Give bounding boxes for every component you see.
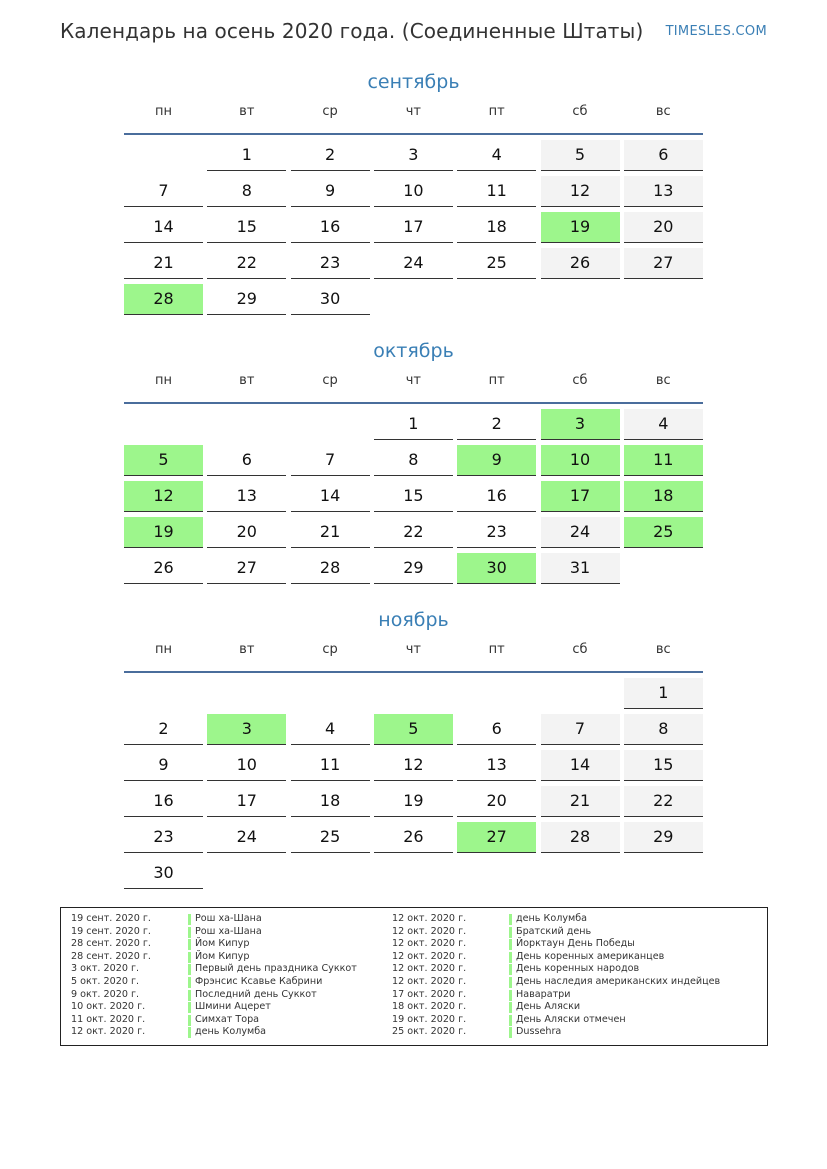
holiday-name: Наваратри <box>516 988 571 1000</box>
day-cell[interactable]: 20 <box>457 786 536 817</box>
day-cell[interactable]: 9 <box>124 750 203 781</box>
weekday-label: вс <box>655 642 671 657</box>
holiday-name: Фрэнсис Ксавье Кабрини <box>195 975 323 987</box>
day-cell[interactable]: 21 <box>291 517 370 548</box>
holiday-date: 18 окт. 2020 г. <box>392 1001 467 1013</box>
day-cell[interactable]: 16 <box>124 786 203 817</box>
day-cell[interactable]: 22 <box>207 248 286 279</box>
day-cell[interactable]: 26 <box>374 822 453 853</box>
month-name: сентябрь <box>367 71 460 93</box>
weekday-label: сб <box>572 104 588 119</box>
holiday-marker <box>188 1027 191 1038</box>
holiday-name: День Аляски отмечен <box>516 1013 626 1025</box>
day-cell[interactable]: 27 <box>457 822 536 853</box>
day-cell[interactable]: 9 <box>457 445 536 476</box>
holiday-date: 12 окт. 2020 г. <box>392 925 467 937</box>
day-cell[interactable]: 3 <box>207 714 286 745</box>
weekday-label: пн <box>155 642 172 657</box>
holiday-date: 12 окт. 2020 г. <box>392 950 467 962</box>
holiday-name: Йом Кипур <box>195 950 250 962</box>
day-cell[interactable]: 21 <box>124 248 203 279</box>
holiday-list <box>60 907 768 1046</box>
day-cell[interactable]: 16 <box>457 481 536 512</box>
holiday-marker <box>509 1027 512 1038</box>
weekday-label: пт <box>488 373 505 388</box>
holiday-date: 12 окт. 2020 г. <box>392 963 467 975</box>
holiday-marker <box>509 1015 512 1026</box>
weekday-label: чт <box>405 642 422 657</box>
weekday-label: сб <box>572 642 588 657</box>
holiday-date: 12 окт. 2020 г. <box>71 1026 146 1038</box>
day-cell[interactable]: 10 <box>541 445 620 476</box>
day-cell[interactable]: 14 <box>291 481 370 512</box>
holiday-name: Рош ха-Шана <box>195 925 262 937</box>
day-cell[interactable]: 8 <box>374 445 453 476</box>
weekday-label: ср <box>322 642 338 657</box>
month-name: октябрь <box>373 340 454 362</box>
holiday-marker <box>188 927 191 938</box>
day-cell[interactable]: 3 <box>541 409 620 440</box>
holiday-date: 19 окт. 2020 г. <box>392 1013 467 1025</box>
weekday-header <box>124 366 703 404</box>
day-cell[interactable]: 29 <box>374 553 453 584</box>
weekday-label: чт <box>405 104 422 119</box>
holiday-marker <box>509 927 512 938</box>
day-cell[interactable]: 4 <box>457 140 536 171</box>
day-cell[interactable]: 7 <box>541 714 620 745</box>
day-cell[interactable]: 14 <box>541 750 620 781</box>
weekday-label: вт <box>239 104 255 119</box>
day-cell[interactable]: 11 <box>457 176 536 207</box>
day-cell[interactable]: 2 <box>124 714 203 745</box>
holiday-marker <box>509 952 512 963</box>
day-cell[interactable]: 23 <box>124 822 203 853</box>
day-cell[interactable]: 29 <box>624 822 703 853</box>
day-cell[interactable]: 13 <box>457 750 536 781</box>
holiday-name: День Аляски <box>516 1001 581 1013</box>
holiday-name: День коренных американцев <box>516 950 665 962</box>
weekday-label: пт <box>488 104 505 119</box>
day-cell[interactable]: 25 <box>624 517 703 548</box>
weekday-label: пн <box>155 373 172 388</box>
day-cell[interactable]: 1 <box>624 678 703 709</box>
holiday-date: 10 окт. 2020 г. <box>71 1001 146 1013</box>
holiday-name: Рош ха-Шана <box>195 913 262 924</box>
day-cell[interactable]: 1 <box>374 409 453 440</box>
day-cell[interactable]: 24 <box>374 248 453 279</box>
holiday-name: Симхат Тора <box>195 1013 260 1025</box>
holiday-date: 17 окт. 2020 г. <box>392 988 467 1000</box>
day-cell[interactable]: 4 <box>291 714 370 745</box>
day-cell[interactable]: 2 <box>291 140 370 171</box>
day-cell[interactable]: 18 <box>624 481 703 512</box>
day-cell[interactable]: 7 <box>291 445 370 476</box>
day-cell[interactable]: 29 <box>207 284 286 315</box>
day-cell[interactable]: 6 <box>207 445 286 476</box>
day-cell[interactable]: 25 <box>291 822 370 853</box>
day-cell[interactable]: 30 <box>124 858 203 889</box>
day-cell[interactable]: 28 <box>541 822 620 853</box>
month-block <box>124 336 703 577</box>
day-cell[interactable]: 25 <box>457 248 536 279</box>
day-cell[interactable]: 27 <box>207 553 286 584</box>
holiday-date: 12 окт. 2020 г. <box>392 938 467 950</box>
day-cell[interactable]: 23 <box>291 248 370 279</box>
day-cell[interactable]: 4 <box>624 409 703 440</box>
day-cell[interactable]: 14 <box>124 212 203 243</box>
holiday-marker <box>188 990 191 1001</box>
day-cell[interactable]: 6 <box>457 714 536 745</box>
day-cell[interactable]: 31 <box>541 553 620 584</box>
weekday-label: ср <box>322 104 338 119</box>
weekday-label: пт <box>488 642 505 657</box>
day-cell[interactable]: 10 <box>374 176 453 207</box>
weekday-label: вт <box>239 373 255 388</box>
holiday-name: Йорктаун День Победы <box>516 938 635 950</box>
day-cell[interactable]: 28 <box>124 284 203 315</box>
weekday-label: чт <box>405 373 422 388</box>
day-cell[interactable]: 19 <box>374 786 453 817</box>
day-cell[interactable]: 20 <box>624 212 703 243</box>
holiday-date: 19 сент. 2020 г. <box>71 913 151 924</box>
day-cell[interactable]: 7 <box>124 176 203 207</box>
weekday-label: пн <box>155 104 172 119</box>
day-cell[interactable]: 24 <box>207 822 286 853</box>
day-cell[interactable]: 2 <box>457 409 536 440</box>
weekday-label: вс <box>655 373 671 388</box>
day-cell[interactable]: 20 <box>207 517 286 548</box>
weekday-label: сб <box>572 373 588 388</box>
holiday-marker <box>188 964 191 975</box>
day-cell[interactable]: 30 <box>291 284 370 315</box>
day-cell[interactable]: 21 <box>541 786 620 817</box>
day-cell[interactable]: 13 <box>624 176 703 207</box>
holiday-date: 11 окт. 2020 г. <box>71 1013 146 1025</box>
holiday-marker <box>188 1002 191 1013</box>
holiday-name: Последний день Суккот <box>195 988 317 1000</box>
day-cell[interactable]: 18 <box>291 786 370 817</box>
day-cell[interactable]: 6 <box>624 140 703 171</box>
site-link[interactable]: TIMESLES.COM <box>665 24 767 39</box>
day-cell[interactable]: 15 <box>624 750 703 781</box>
holiday-marker <box>509 939 512 950</box>
day-cell[interactable]: 8 <box>624 714 703 745</box>
day-cell[interactable]: 17 <box>541 481 620 512</box>
holiday-date: 5 окт. 2020 г. <box>71 975 140 987</box>
holiday-name: Dussehra <box>516 1026 562 1038</box>
holiday-name: Йом Кипур <box>195 938 250 950</box>
holiday-marker <box>509 964 512 975</box>
holiday-name: День коренных народов <box>516 963 640 975</box>
holiday-date: 12 окт. 2020 г. <box>392 913 467 924</box>
day-cell[interactable]: 17 <box>374 212 453 243</box>
page-title: Календарь на осень 2020 года. (Соединенные Штаты) <box>60 19 644 43</box>
weekday-label: вс <box>655 104 671 119</box>
day-cell[interactable]: 5 <box>124 445 203 476</box>
weekday-header <box>124 635 703 673</box>
month-block <box>124 67 703 308</box>
day-cell[interactable]: 27 <box>624 248 703 279</box>
day-cell[interactable]: 15 <box>374 481 453 512</box>
day-cell[interactable]: 30 <box>457 553 536 584</box>
day-cell[interactable]: 10 <box>207 750 286 781</box>
day-cell[interactable]: 3 <box>374 140 453 171</box>
day-cell[interactable]: 5 <box>374 714 453 745</box>
day-cell[interactable]: 18 <box>457 212 536 243</box>
day-cell[interactable]: 23 <box>457 517 536 548</box>
holiday-date: 19 сент. 2020 г. <box>71 925 151 937</box>
holiday-name: день Колумба <box>195 1026 267 1038</box>
day-cell[interactable]: 26 <box>541 248 620 279</box>
month-block <box>124 605 703 882</box>
holiday-marker <box>188 977 191 988</box>
day-cell[interactable]: 12 <box>124 481 203 512</box>
day-cell[interactable]: 13 <box>207 481 286 512</box>
holiday-marker <box>188 914 191 925</box>
day-cell[interactable]: 26 <box>124 553 203 584</box>
day-cell[interactable]: 1 <box>207 140 286 171</box>
day-cell[interactable]: 17 <box>207 786 286 817</box>
day-cell[interactable]: 12 <box>374 750 453 781</box>
holiday-date: 28 сент. 2020 г. <box>71 950 151 962</box>
weekday-label: ср <box>322 373 338 388</box>
day-cell[interactable]: 8 <box>207 176 286 207</box>
holiday-date: 9 окт. 2020 г. <box>71 988 140 1000</box>
holiday-date: 3 окт. 2020 г. <box>71 963 140 975</box>
holiday-marker <box>509 914 512 925</box>
holiday-name: день Колумба <box>516 913 588 924</box>
holiday-name: Братский день <box>516 925 592 937</box>
day-cell[interactable]: 24 <box>541 517 620 548</box>
day-cell[interactable]: 22 <box>624 786 703 817</box>
day-cell[interactable]: 28 <box>291 553 370 584</box>
holiday-marker <box>188 939 191 950</box>
day-cell[interactable]: 11 <box>291 750 370 781</box>
day-cell[interactable]: 15 <box>207 212 286 243</box>
day-cell[interactable]: 11 <box>624 445 703 476</box>
holiday-marker <box>509 990 512 1001</box>
holiday-name: День наследия американских индейцев <box>516 975 721 987</box>
holiday-name: Шмини Ацерет <box>195 1001 271 1013</box>
holiday-name: Первый день праздника Суккот <box>195 963 357 975</box>
weekday-header <box>124 97 703 135</box>
day-cell[interactable]: 9 <box>291 176 370 207</box>
holiday-marker <box>509 1002 512 1013</box>
weekday-label: вт <box>239 642 255 657</box>
day-cell[interactable]: 19 <box>541 212 620 243</box>
month-name: ноябрь <box>378 609 449 631</box>
holiday-date: 28 сент. 2020 г. <box>71 938 151 950</box>
holiday-date: 12 окт. 2020 г. <box>392 975 467 987</box>
holiday-date: 25 окт. 2020 г. <box>392 1026 467 1038</box>
holiday-marker <box>509 977 512 988</box>
holiday-marker <box>188 1015 191 1026</box>
day-cell[interactable]: 16 <box>291 212 370 243</box>
day-cell[interactable]: 22 <box>374 517 453 548</box>
day-cell[interactable]: 5 <box>541 140 620 171</box>
day-cell[interactable]: 12 <box>541 176 620 207</box>
holiday-marker <box>188 952 191 963</box>
day-cell[interactable]: 19 <box>124 517 203 548</box>
